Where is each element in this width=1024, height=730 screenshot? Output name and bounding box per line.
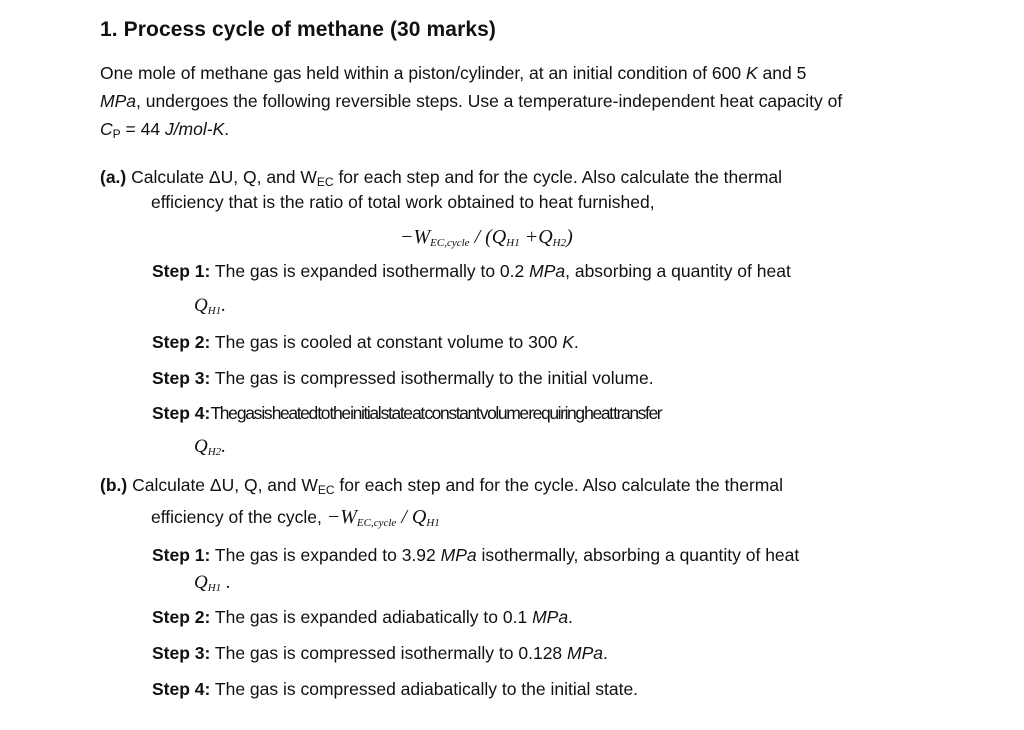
part-b-step-1-cont	[194, 572, 231, 594]
part-b-step-2	[152, 606, 573, 628]
cp-subscript: P	[112, 127, 121, 141]
step-label: Step 2:	[152, 332, 211, 352]
step-label: Step 1:	[152, 545, 211, 565]
part-a-step-1	[152, 260, 791, 282]
step-text: The gas is heated to the initial state at constant volume requiring heat transfer	[210, 403, 662, 423]
step-text: The gas is expanded adiabatically to 0.1	[210, 607, 533, 627]
unit-kelvin: K	[745, 63, 758, 83]
step-text: , absorbing a quantity of heat	[565, 261, 791, 281]
part-a-step-4-cont	[194, 436, 226, 458]
part-b-step-4	[152, 678, 638, 700]
part-a-line-2: efficiency that is the ratio of total work obtained to heat furnished,	[151, 192, 655, 212]
step-text: The gas is cooled at constant volume to 300	[210, 332, 563, 352]
part-a-step-1-cont	[194, 295, 226, 317]
intro-line-2	[100, 90, 842, 112]
part-b-formula	[327, 506, 440, 528]
formula-q2: Q	[538, 226, 553, 248]
formula-q-sub: H1	[426, 517, 440, 529]
step-text: The gas is expanded isothermally to 0.2	[210, 261, 530, 281]
step-unit: MPa	[532, 607, 569, 627]
step-label: Step 4:	[152, 403, 211, 423]
qh1-sub: H1	[207, 305, 222, 317]
unit-mpa: MPa	[100, 91, 136, 111]
qh1-sub: H1	[207, 582, 222, 594]
step-text: .	[603, 643, 608, 663]
part-a-text: Calculate ΔU, Q, and W	[126, 167, 317, 187]
formula-q: Q	[411, 506, 427, 528]
step-unit: K	[562, 332, 574, 352]
part-a-label: (a.)	[100, 167, 127, 187]
intro-text: = 44	[120, 119, 165, 139]
formula-minus: −	[400, 226, 414, 248]
step-label: Step 1:	[152, 261, 211, 281]
intro-text: .	[224, 119, 230, 139]
formula-w-sub: EC,cycle	[356, 517, 397, 529]
formula-plus: +	[519, 226, 539, 248]
step-text: The gas is expanded to 3.92	[210, 545, 441, 565]
step-text: The gas is compressed isothermally to the initial volume.	[210, 368, 654, 388]
step-text: .	[568, 607, 573, 627]
part-a-text: for each step and for the cycle. Also calculate the thermal	[333, 167, 783, 187]
step-text: isothermally, absorbing a quantity of heat	[476, 545, 800, 565]
part-b-label: (b.)	[100, 475, 128, 495]
part-b-text: Calculate ΔU, Q, and W	[127, 475, 318, 495]
qh2-sub: H2	[207, 446, 222, 458]
step-text: .	[573, 332, 579, 352]
cp-symbol: C	[100, 119, 113, 139]
intro-line-3	[100, 118, 229, 145]
intro-text: and 5	[757, 63, 807, 83]
formula-q1-sub: H1	[506, 237, 520, 249]
intro-text: One mole of methane gas held within a piston/cylinder, at an initial condition of 600	[100, 63, 746, 83]
intro-text: , undergoes the following reversible steps. Use a temperature-independent heat capacity of	[135, 91, 843, 111]
formula-w: W	[340, 506, 357, 528]
part-b-text: efficiency of the cycle,	[151, 507, 327, 527]
step-label: Step 2:	[152, 607, 211, 627]
formula-w-sub: EC,cycle	[430, 237, 470, 249]
intro-line-1	[100, 62, 806, 84]
qh1-symbol: Q	[194, 572, 208, 593]
step-text: The gas is compressed isothermally to 0.128	[210, 643, 568, 663]
step-unit: MPa	[529, 261, 566, 281]
step-unit: MPa	[567, 643, 604, 663]
formula-q1: Q	[491, 226, 507, 248]
qh1-symbol: Q	[194, 295, 208, 316]
step-label: Step 3:	[152, 643, 211, 663]
formula-w: W	[413, 226, 431, 248]
part-a-formula	[400, 226, 573, 249]
period: .	[221, 295, 226, 316]
qh2-symbol: Q	[194, 436, 208, 457]
part-b-text: for each step and for the cycle. Also calculate the thermal	[334, 475, 783, 495]
step-label: Step 4:	[152, 679, 211, 699]
formula-mid: / (	[469, 226, 492, 248]
part-b-line-1	[100, 474, 783, 501]
part-a-step-3	[152, 367, 654, 389]
problem-heading: 1. Process cycle of methane (30 marks)	[100, 18, 497, 41]
formula-minus: −	[326, 506, 341, 528]
step-unit: MPa	[440, 545, 477, 565]
step-label: Step 3:	[152, 368, 211, 388]
part-a-step-4	[152, 402, 661, 424]
part-a-step-2	[152, 331, 579, 353]
part-b-line-2	[151, 506, 440, 534]
part-a-line-1	[100, 166, 782, 193]
part-a-sub: EC	[316, 175, 334, 189]
formula-q2-sub: H2	[552, 237, 567, 249]
part-b-step-3	[152, 642, 608, 664]
period: .	[221, 572, 231, 593]
period: .	[221, 436, 226, 457]
step-text: The gas is compressed adiabatically to the initial state.	[210, 679, 639, 699]
formula-slash: /	[396, 506, 412, 528]
cp-unit: J/mol-K	[164, 119, 225, 139]
formula-close: )	[566, 226, 573, 248]
part-b-sub: EC	[317, 483, 335, 497]
part-b-step-1	[152, 544, 799, 566]
